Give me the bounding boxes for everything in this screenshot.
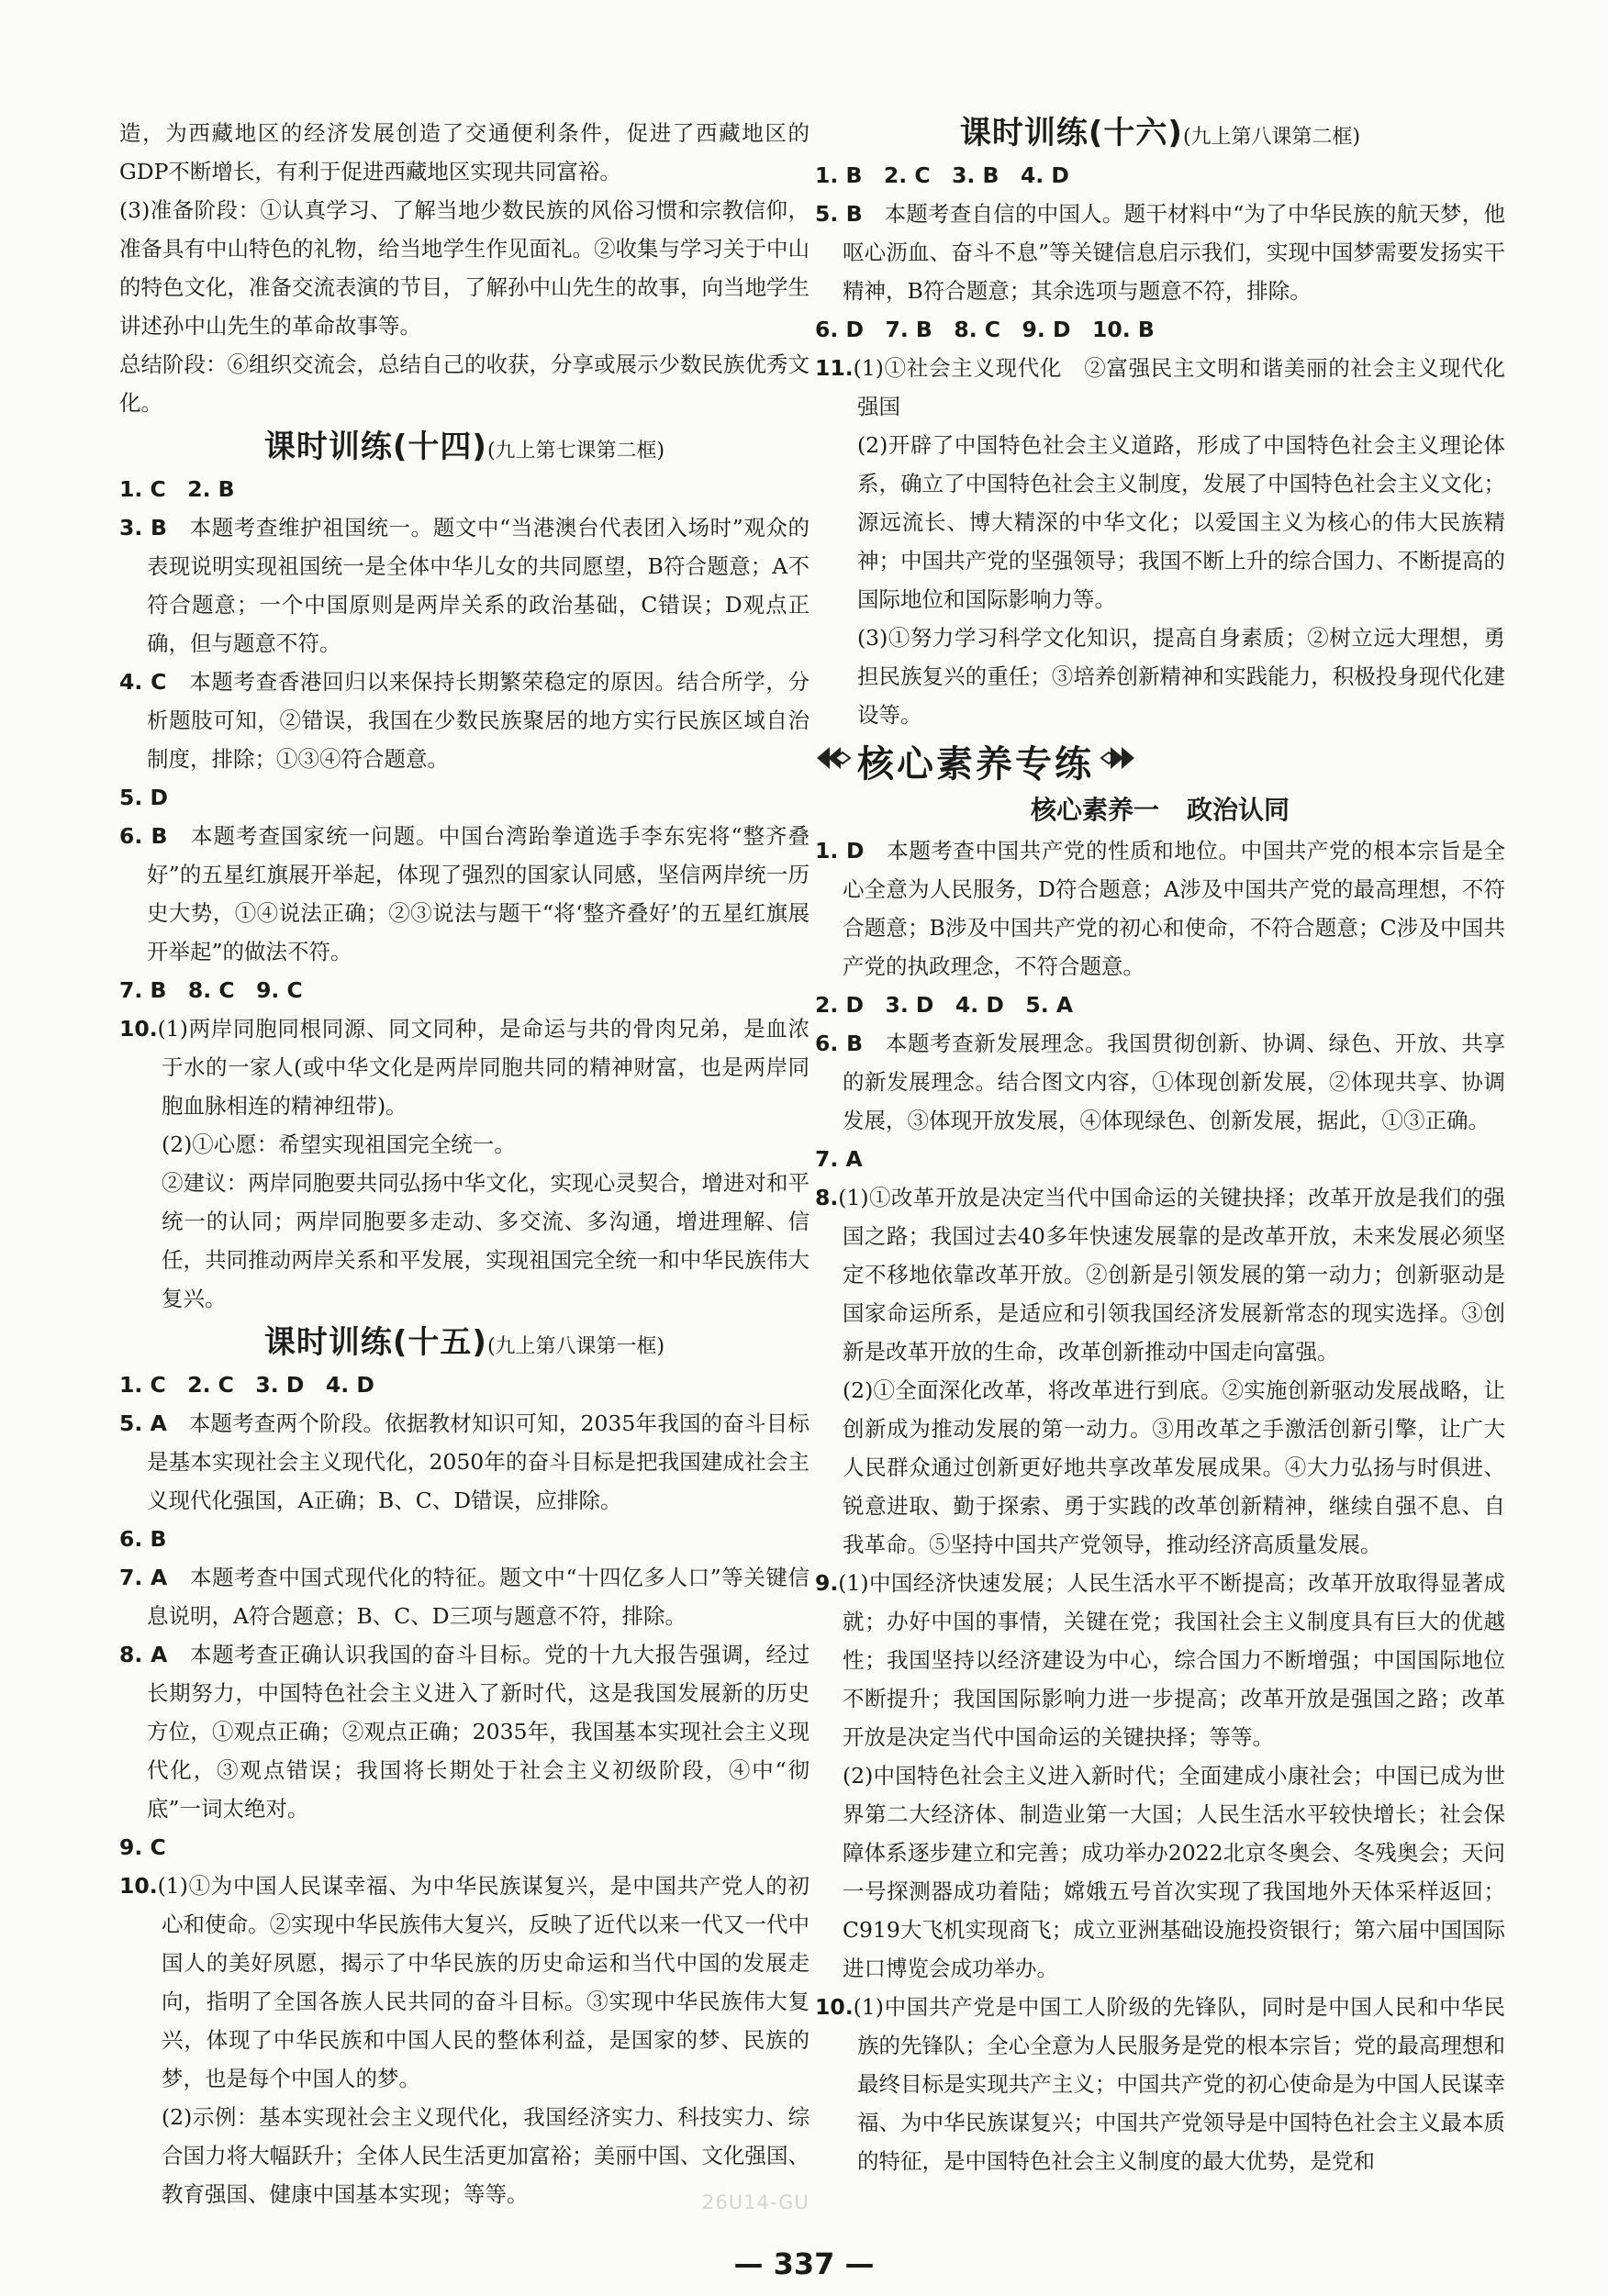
right-column [815,114,1505,2180]
lesson-16-heading [815,110,1505,156]
answer-item: 8. A 本题考查正确认识我国的奋斗目标。党的十九大报告强调，经过长期努力，中国特色社会主义进入了新时代，这是我国发展新的历史方位，①观点正确；②观点正确；2035年，我国基本实现社会主义现代化，③观点错误；我国将长期处于社会主义初级阶段，④中“彻底”一词太绝对。 [119,1642,810,1822]
answer-item: 10.(1)两岸同胞同根同源、同文同种，是命运与共的骨肉兄弟，是血浓于水的一家人(或中华文化是两岸同胞共同的精神财富，也是两岸同胞血脉相连的精神纽带)。 [119,1016,810,1119]
answer-item: 1. C 2. B [119,476,235,502]
answer-subpart: (3)①努力学习科学文化知识，提高自身素质；②树立远大理想，勇担民族复兴的重任；③培养创新精神和实践能力，积极投身现代化建设等。 [857,625,1505,728]
core-literacy-title: 核心素养专练 [857,742,1094,786]
answer-subpart: (2)中国特色社会主义进入新时代；全面建成小康社会；中国已成为世界第二大经济体、制造业第一大国；人民生活水平较快增长；社会保障体系逐步建立和完善；成功举办2022北京冬奥会、冬残奥会；天问一号探测器成功着陆；嫦娥五号首次实现了我国地外天体采样返回；C919大飞机实现商飞；成立亚洲基础设施投资银行；第六届中国国际进口博览会成功举办。 [843,1763,1505,1981]
section-name: 政治认同 [1187,795,1290,825]
lesson-14-heading [119,424,810,470]
answer-item: 1. C 2. C 3. D 4. D [119,1372,374,1398]
answer-item: 6. B 本题考查新发展理念。我国贯彻创新、协调、绿色、开放、共享的新发展理念。结合图文内容，①体现创新发展，②体现共享、协调发展，③体现开放发展，④体现绿色、创新发展，据此，①③正确。 [815,1031,1506,1133]
answer-item: 9.(1)中国经济快速发展；人民生活水平不断提高；改革开放取得显著成就；办好中国的事情，关键在党；我国社会主义制度具有巨大的优越性；我国坚持以经济建设为中心，综合国力不断增强；中国国际地位不断提升；我国国际影响力进一步提高；改革开放是强国之路；改革开放是决定当代中国命运的关键抉择；等等。 [815,1570,1505,1750]
lesson-title: 课时训练(十六) [959,115,1183,151]
intro-text: 总结阶段：⑥组织交流会，总结自己的收获，分享或展示少数民族优秀文化。 [119,351,810,416]
intro-text: (3)准备阶段：①认真学习、了解当地少数民族的风俗习惯和宗教信仰，准备具有中山特色的礼物，给当地学生作见面礼。②收集与学习关于中山的特色文化，准备交流表演的节目，了解孙中山先生的故事，向当地学生讲述孙中山先生的革命故事等。 [119,197,810,339]
answer-subpart: (2)示例：基本实现社会主义现代化，我国经济实力、科技实力、综合国力将大幅跃升；全体人民生活更加富裕；美丽中国、文化强国、教育强国、健康中国基本实现；等等。 [162,2104,810,2207]
watermark: 26U14-GU [702,2191,810,2213]
left-column [119,114,810,2213]
lesson-title: 课时训练(十四) [263,429,487,465]
answer-item: 10.(1)①为中国人民谋幸福、为中华民族谋复兴，是中国共产党人的初心和使命。②实现中华民族伟大复兴，反映了近代以来一代又一代中国人的美好夙愿，揭示了中华民族的历史命运和当代中国的发展走向，指明了全国各族人民共同的奋斗目标。③实现中华民族伟大复兴，体现了中华民族和中国人民的整体利益，是国家的梦、民族的梦，也是每个中国人的梦。 [119,1873,810,2091]
answer-subpart: (2)①心愿：希望实现祖国完全统一。 [162,1131,516,1157]
lesson-subtitle: (九上第八课第一框) [486,1335,665,1358]
section-heading [815,789,1505,831]
answer-item: 5. A 本题考查两个阶段。依据教材知识可知，2035年我国的奋斗目标是基本实现社会主义现代化，2050年的奋斗目标是把我国建成社会主义现代化强国，A正确；B、C、D错误，应排除。 [119,1410,810,1513]
lesson-title: 课时训练(十五) [263,1324,487,1361]
answer-item: 7. A 本题考查中国式现代化的特征。题文中“十四亿多人口”等关键信息说明，A符合题意；B、C、D三项与题意不符，排除。 [119,1565,810,1629]
answer-item: 6. B 本题考查国家统一问题。中国台湾跆拳道选手李东宪将“整齐叠好”的五星红旗展开举起，体现了强烈的国家认同感，坚信两岸统一历史大势，①④说法正确；②③说法与题干“将‘整齐叠好’的五星红旗展开举起”的做法不符。 [119,823,810,964]
answer-item: 11.(1)①社会主义现代化 ②富强民主文明和谐美丽的社会主义现代化强国 [815,355,1505,419]
section-label: 核心素养一 [1030,795,1159,825]
answer-subpart: ②建议：两岸同胞要共同弘扬中华文化，实现心灵契合，增进对和平统一的认同；两岸同胞要多走动、多交流、多沟通，增进理解、信任，共同推动两岸关系和平发展，实现祖国完全统一和中华民族伟大复兴。 [162,1170,810,1311]
diamond-arrow-left-icon [815,739,852,790]
lesson-subtitle: (九上第八课第二框) [1182,126,1361,149]
page-number: — 337 — [733,2246,875,2281]
answer-item: 8.(1)①改革开放是决定当代中国命运的关键抉择；改革开放是我们的强国之路；我国过去40多年快速发展靠的是改革开放，未来发展必须坚定不移地依靠改革开放。②创新是引领发展的第一动力；创新驱动是国家命运所系，是适应和引领我国经济发展新常态的现实选择。③创新是改革开放的生命，改革创新推动中国走向富强。 [815,1185,1505,1365]
answer-item: 7. B 8. C 9. C [119,977,303,1003]
answer-item: 7. A [815,1146,863,1172]
answer-item: 1. B 2. C 3. B 4. D [815,162,1069,188]
answer-item: 6. B [119,1526,167,1552]
core-literacy-heading [815,738,1505,789]
answer-item: 1. D 本题考查中国共产党的性质和地位。中国共产党的根本宗旨是全心全意为人民服务，D符合题意；A涉及中国共产党的最高理想，不符合题意；B涉及中国共产党的初心和使命，不符合题意；C涉及中国共产党的执政理念，不符合题意。 [815,838,1506,979]
answer-item: 4. C 本题考查香港回归以来保持长期繁荣稳定的原因。结合所学，分析题肢可知，②错误，我国在少数民族聚居的地方实行民族区域自治制度，排除；①③④符合题意。 [119,669,810,772]
answer-subpart: (2)①全面深化改革，将改革进行到底。②实施创新驱动发展战略，让创新成为推动发展的第一动力。③用改革之手激活创新引擎，让广大人民群众通过创新更好地共享改革发展成果。④大力弘扬与时俱进、锐意进取、勤于探索、勇于实践的改革创新精神，继续自强不息、自我革命。⑤坚持中国共产党领导，推动经济高质量发展。 [843,1377,1505,1557]
answer-subpart: (2)开辟了中国特色社会主义道路，形成了中国特色社会主义理论体系，确立了中国特色社会主义制度，发展了中国特色社会主义文化；源远流长、博大精深的中华文化；以爱国主义为核心的伟大民族精神；中国共产党的坚强领导；我国不断上升的综合国力、不断提高的国际地位和国际影响力等。 [857,432,1505,612]
answer-item: 3. B 本题考查维护祖国统一。题文中“当港澳台代表团入场时”观众的表现说明实现祖国统一是全体中华儿女的共同愿望，B符合题意；A不符合题意；一个中国原则是两岸关系的政治基础，C错误；D观点正确，但与题意不符。 [119,515,810,656]
answer-item: 10.(1)中国共产党是中国工人阶级的先锋队，同时是中国人民和中华民族的先锋队；全心全意为人民服务是党的根本宗旨；党的最高理想和最终目标是实现共产主义；中国共产党的初心使命是为中国人民谋幸福、为中华民族谋复兴；中国共产党领导是中国特色社会主义最本质的特征，是中国特色社会主义制度的最大优势，是党和 [815,1994,1505,2174]
answer-item: 6. D 7. B 8. C 9. D 10. B [815,317,1155,342]
answer-item: 5. D [119,785,168,810]
answer-item: 5. B 本题考查自信的中国人。题干材料中“为了中华民族的航天梦，他呕心沥血、奋斗不息”等关键信息启示我们，实现中国梦需要发扬实干精神，B符合题意；其余选项与题意不符，排除。 [815,201,1506,304]
lesson-subtitle: (九上第七课第二框) [486,440,665,463]
intro-text: 造，为西藏地区的经济发展创造了交通便利条件，促进了西藏地区的GDP不断增长，有利于促进西藏地区实现共同富裕。 [119,120,810,184]
lesson-15-heading [119,1320,810,1365]
diamond-arrow-right-icon [1100,739,1136,790]
answer-item: 9. C [119,1834,166,1860]
answer-item: 2. D 3. D 4. D 5. A [815,992,1074,1018]
